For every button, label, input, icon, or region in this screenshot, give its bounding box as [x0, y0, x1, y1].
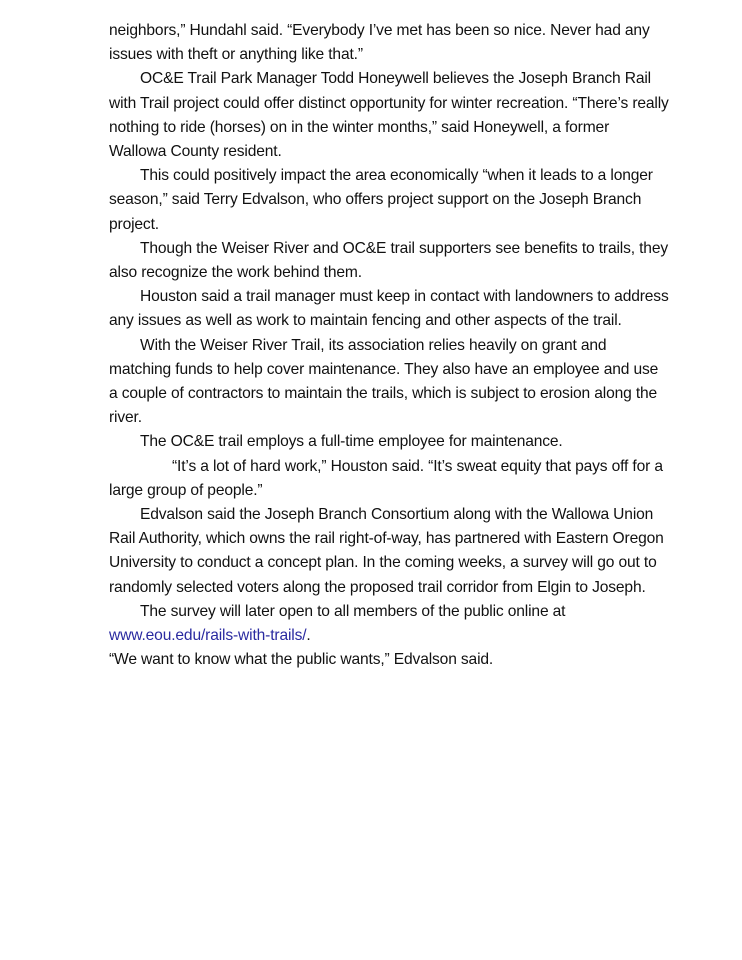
paragraph-economic-impact: This could positively impact the area economically “when it leads to a longer season,” said Terry Edvalson, who offers project support on the Joseph Branch project. — [109, 167, 653, 233]
paragraph-trail-manager: Houston said a trail manager must keep in contact with landowners to address any issues as well as work to maintain fencing and other aspects of the trail. — [109, 288, 669, 330]
paragraph-concept-plan: Edvalson said the Joseph Branch Consortium along with the Wallowa Union Rail Authority, which owns the rail right-of-way, has partnered with Eastern Oregon University to conduct a concept plan. In the coming weeks, a survey will go out to randomly selected voters along the proposed trail corridor from Elgin to Joseph. — [109, 506, 664, 596]
paragraph-oce-employee: The OC&E trail employs a full-time employee for maintenance. — [140, 433, 563, 451]
survey-link[interactable]: www.eou.edu/rails-with-trails/ — [109, 627, 307, 645]
paragraph-honeywell: OC&E Trail Park Manager Todd Honeywell believes the Joseph Branch Rail with Trail project could offer distinct opportunity for winter recreation. “There’s really nothing to ride (horses) on in the winter months,” said Honeywell, a former Wallowa County resident. — [109, 70, 669, 161]
link-period: . — [306, 627, 311, 645]
paragraph-hundahl-quote: neighbors,” Hundahl said. “Everybody I’ve met has been so nice. Never had any issues with theft or anything like that.” — [109, 22, 650, 64]
paragraph-houston-quote: “It’s a lot of hard work,” Houston said. “It’s sweat equity that pays off for a large group of people.” — [109, 457, 663, 499]
paragraph-edvalson-quote: “We want to know what the public wants,” Edvalson said. — [109, 651, 494, 669]
document-page — [109, 19, 669, 672]
paragraph-survey-online: The survey will later open to all members of the public online at — [140, 602, 566, 620]
paragraph-trail-supporters: Though the Weiser River and OC&E trail supporters see benefits to trails, they also recognize the work behind them. — [109, 239, 668, 282]
paragraph-survey-link — [109, 624, 669, 648]
paragraph-weiser-funding: With the Weiser River Trail, its association relies heavily on grant and matching funds to help cover maintenance. They also have an employee and use a couple of contractors to maintain the trails, which is subject to erosion along the river. — [109, 336, 659, 427]
